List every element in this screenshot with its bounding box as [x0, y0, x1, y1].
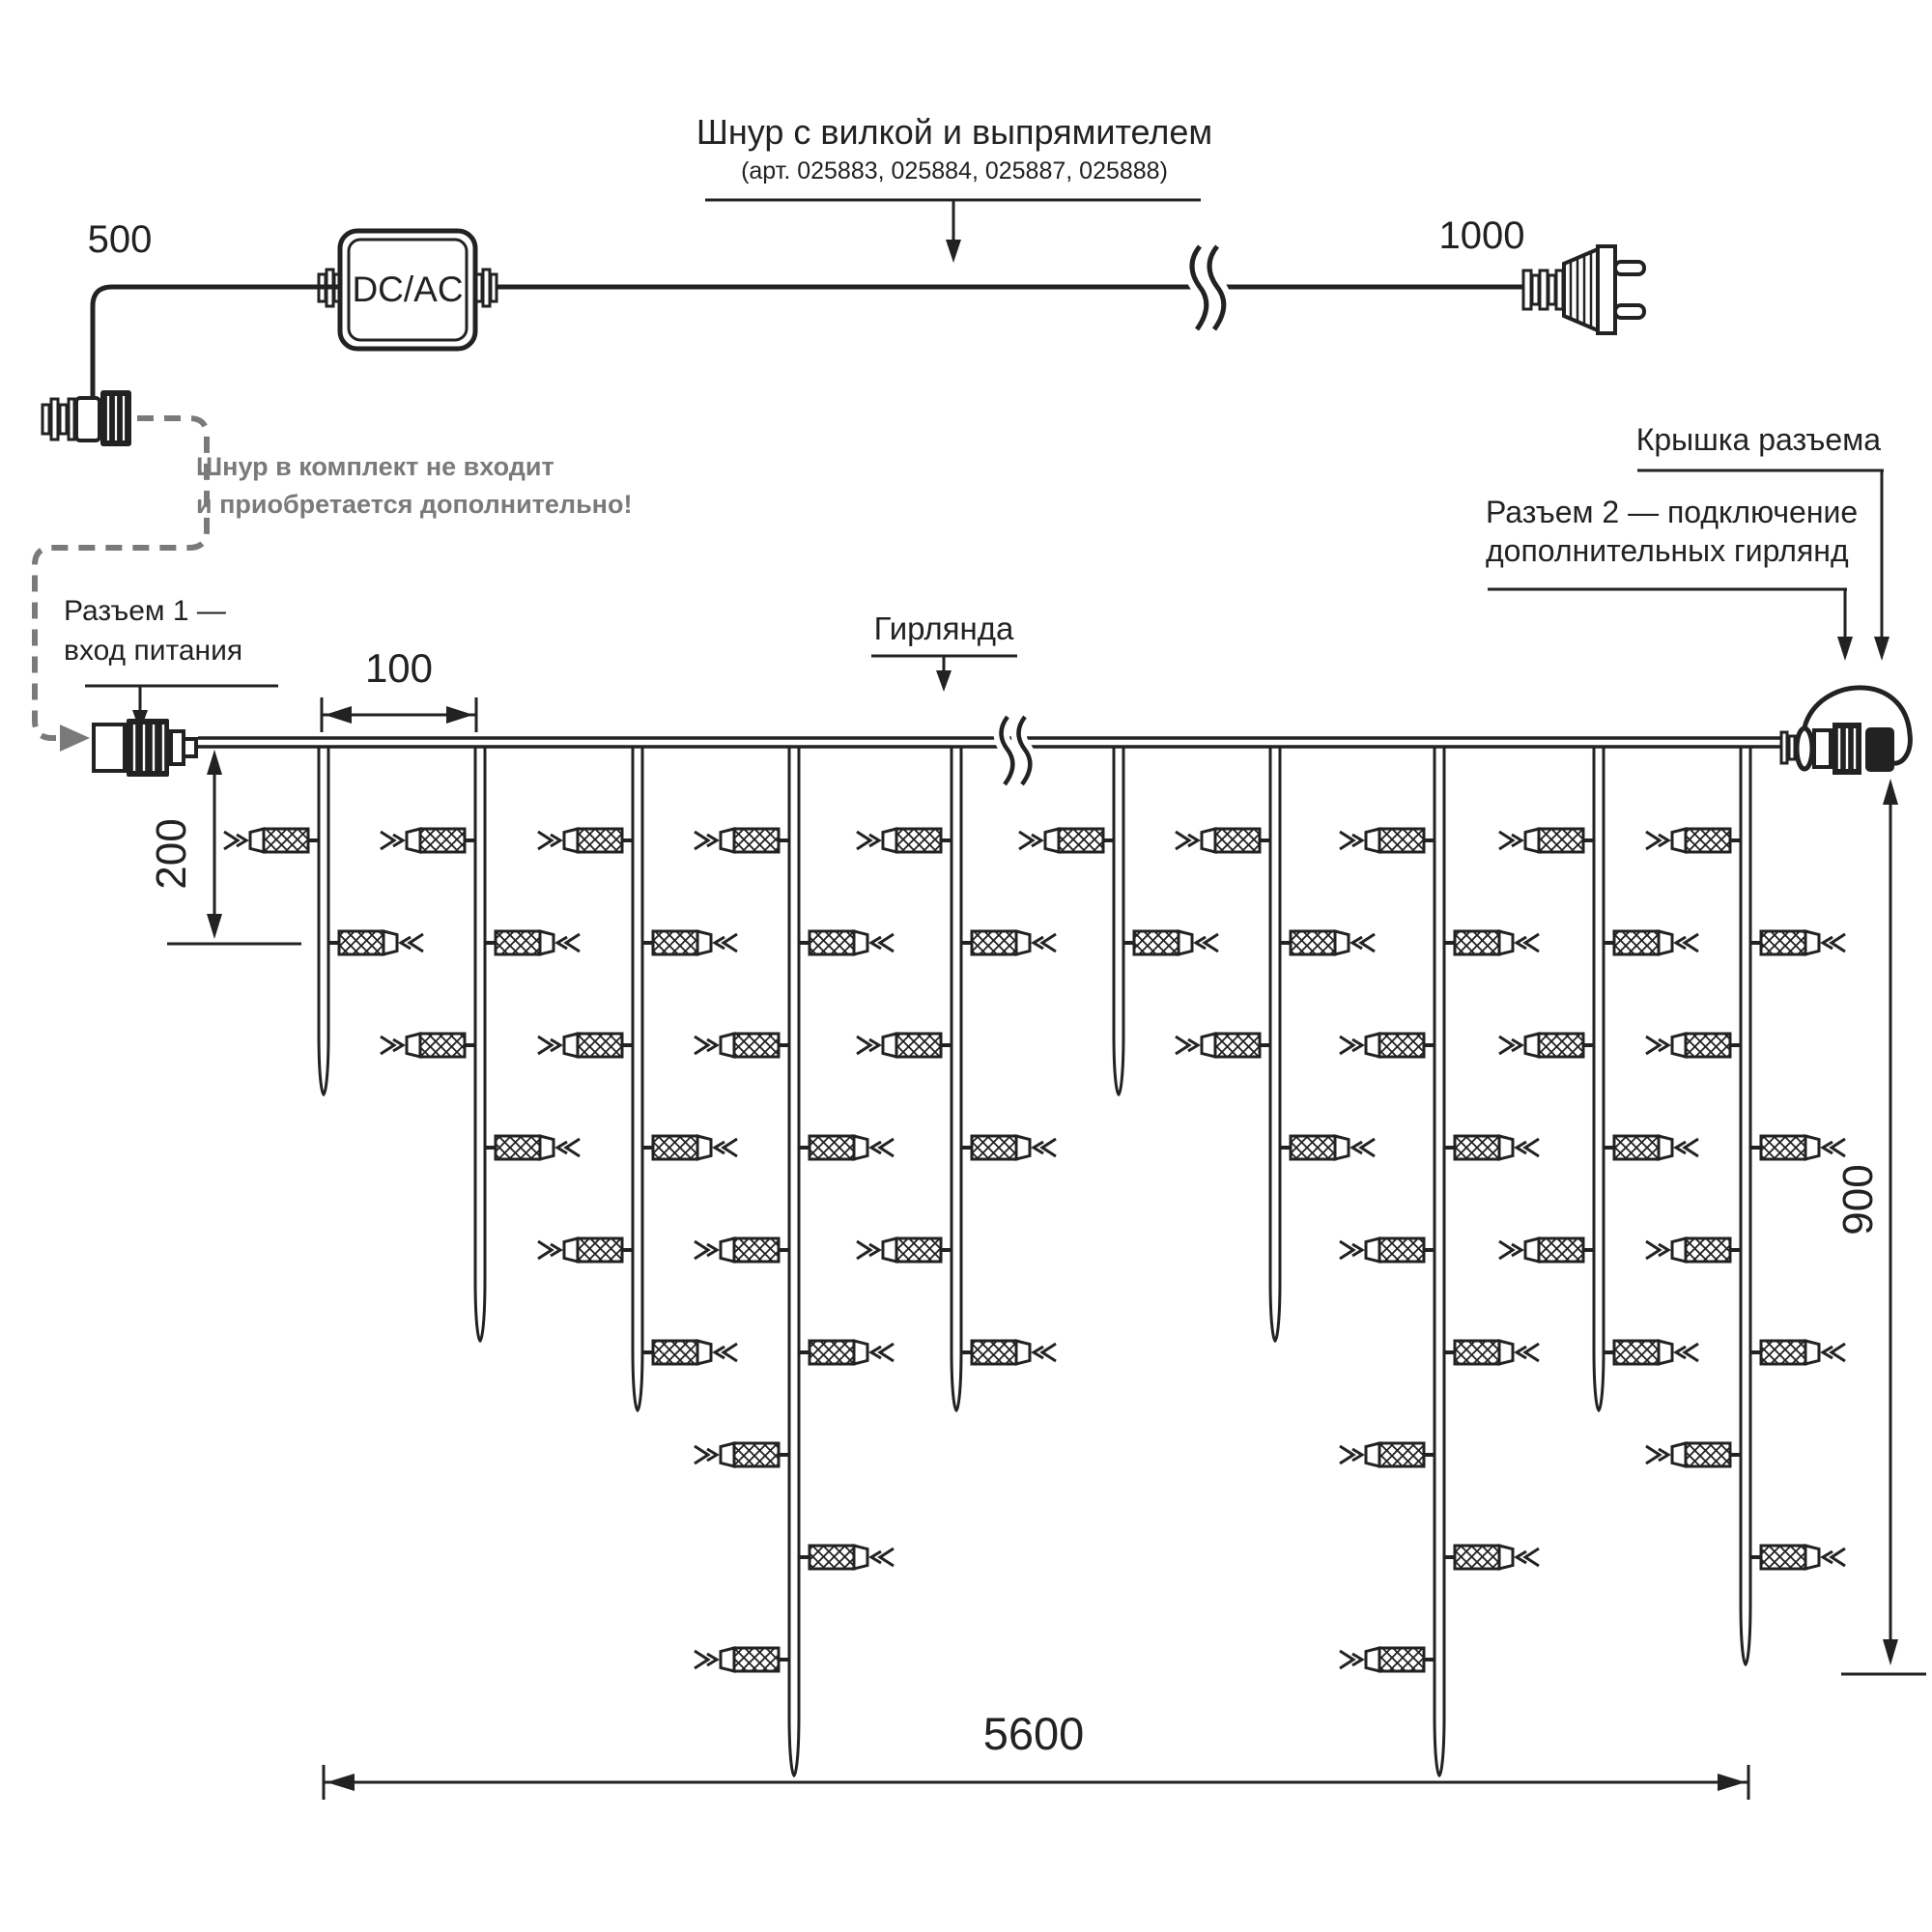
bulb-body [264, 829, 308, 852]
led-bulb [1750, 1546, 1845, 1569]
connector2-label-line2: дополнительных гирлянд [1486, 533, 1849, 568]
light-arrow-icon [1019, 832, 1033, 849]
bulb-cap [1659, 1341, 1672, 1364]
bulb-cap [1525, 1034, 1539, 1057]
led-bulb [1444, 931, 1539, 954]
bulb-cap [721, 1034, 734, 1057]
drop-tip [952, 1350, 961, 1410]
light-arrow-icon [1361, 934, 1375, 952]
light-arrow-icon [1499, 832, 1513, 849]
bulb-body [1455, 931, 1499, 954]
light-arrow-icon [410, 934, 423, 952]
light-arrow-icon [538, 1037, 552, 1054]
garland-connector-left [94, 719, 196, 777]
bulb-body [1686, 1034, 1730, 1057]
drop [224, 747, 423, 1094]
light-arrow-icon [566, 1139, 580, 1156]
led-bulb [857, 829, 952, 852]
led-bulb [1646, 1238, 1741, 1262]
drop [1340, 747, 1539, 1776]
connector1-label-line2: вход питания [64, 635, 243, 667]
bulb-body [1291, 931, 1335, 954]
light-arrow-icon [1042, 1139, 1056, 1156]
bulb-body [1215, 829, 1260, 852]
bulb-cap [854, 1136, 867, 1159]
bulb-body [1686, 1443, 1730, 1466]
bulb-body [1379, 1443, 1424, 1466]
garland-label: Гирлянда [873, 611, 1014, 646]
light-arrow-icon [857, 1241, 870, 1259]
bulb-body [1539, 1238, 1583, 1262]
bulb-cap [1366, 1034, 1379, 1057]
led-bulb [695, 1238, 789, 1262]
bulb-body [810, 1546, 854, 1569]
bulb-cap [721, 1443, 734, 1466]
wire-break-icon [1002, 717, 1031, 784]
drop-tip [789, 1715, 799, 1776]
bulb-cap [1805, 1341, 1819, 1364]
not-included-dashed-path [35, 418, 207, 752]
dim-1000-label: 1000 [1438, 214, 1525, 257]
bulb-body [1455, 1341, 1499, 1364]
bulb-cap [1659, 931, 1672, 954]
light-arrow-icon [1499, 1241, 1513, 1259]
light-arrow-icon [724, 1344, 737, 1361]
power-cord-left [93, 287, 340, 396]
bulb-cap [721, 1648, 734, 1671]
drop-tip [1114, 1034, 1123, 1094]
dim-200-label: 200 [148, 818, 195, 890]
drop-tip [1741, 1604, 1750, 1664]
light-arrow-icon [1499, 1037, 1513, 1054]
drop-tip [1270, 1280, 1280, 1341]
led-bulb [224, 829, 319, 852]
connector1-label-line1: Разъем 1 — [64, 595, 226, 627]
note-line1: Шнур в комплект не входит [196, 452, 554, 481]
dim-900-label: 900 [1834, 1164, 1882, 1236]
light-arrow-icon [1525, 1139, 1539, 1156]
light-arrow-icon [1525, 1344, 1539, 1361]
bulb-cap [1672, 1238, 1686, 1262]
dim-100 [322, 697, 476, 732]
led-bulb [857, 1034, 952, 1057]
drop-tip [475, 1280, 485, 1341]
led-bulb [1340, 1034, 1435, 1057]
light-arrow-icon [857, 832, 870, 849]
bulb-cap [697, 1136, 711, 1159]
light-arrow-icon [880, 1548, 894, 1566]
bulb-body [578, 829, 622, 852]
led-bulb [1750, 931, 1845, 954]
light-arrow-icon [1646, 1446, 1660, 1463]
bulb-cap [1805, 931, 1819, 954]
led-bulb [485, 1136, 580, 1159]
drop [695, 747, 894, 1776]
bulb-body [578, 1034, 622, 1057]
bulb-body [1761, 1341, 1805, 1364]
led-bulb [381, 829, 475, 852]
light-arrow-icon [224, 832, 238, 849]
bulb-cap [250, 829, 264, 852]
bulb-cap [407, 1034, 420, 1057]
bulb-body [1455, 1546, 1499, 1569]
bulb-body [653, 1136, 697, 1159]
led-bulb [1604, 1136, 1698, 1159]
bulb-body [1455, 1136, 1499, 1159]
bulb-body [420, 829, 465, 852]
bulb-body [1761, 931, 1805, 954]
light-arrow-icon [538, 832, 552, 849]
drop [1019, 747, 1218, 1094]
bulb-body [1291, 1136, 1335, 1159]
dashed-arrow-icon [60, 724, 90, 752]
bulb-body [1539, 829, 1583, 852]
bulb-body [972, 931, 1016, 954]
drop-tip [1594, 1350, 1604, 1410]
drop [1646, 747, 1845, 1664]
led-bulb [538, 1034, 633, 1057]
subtitle: (арт. 025883, 025884, 025887, 025888) [741, 157, 1168, 185]
led-bulb [1340, 1238, 1435, 1262]
bulb-body [653, 931, 697, 954]
drop-tip [633, 1350, 642, 1410]
light-arrow-icon [1832, 1548, 1845, 1566]
light-arrow-icon [857, 1037, 870, 1054]
light-arrow-icon [695, 1241, 708, 1259]
led-bulb [1340, 1443, 1435, 1466]
led-bulb [695, 1034, 789, 1057]
bulb-cap [883, 1034, 896, 1057]
bulb-body [1761, 1136, 1805, 1159]
led-bulb [538, 1238, 633, 1262]
bulb-cap [1525, 829, 1539, 852]
bulb-cap [697, 1341, 711, 1364]
bulb-body [810, 1341, 854, 1364]
led-bulb [642, 1136, 737, 1159]
light-arrow-icon [880, 934, 894, 952]
connector-cap [1865, 727, 1894, 772]
bulb-cap [1366, 1238, 1379, 1262]
led-bulb [695, 829, 789, 852]
bulb-cap [564, 1238, 578, 1262]
dim-5600-label: 5600 [982, 1708, 1085, 1759]
bulb-body [653, 1341, 697, 1364]
light-arrow-icon [1042, 934, 1056, 952]
light-arrow-icon [1205, 934, 1218, 952]
light-arrow-icon [1176, 832, 1189, 849]
bulb-cap [697, 931, 711, 954]
led-bulb [1176, 1034, 1270, 1057]
bulb-cap [1335, 1136, 1349, 1159]
bulb-body [496, 931, 540, 954]
led-bulb [485, 931, 580, 954]
light-arrow-icon [880, 1344, 894, 1361]
bulb-body [734, 829, 779, 852]
drop-tip [1435, 1715, 1444, 1776]
light-arrow-icon [1361, 1139, 1375, 1156]
bulb-cap [407, 829, 420, 852]
connector2-label-line1: Разъем 2 — подключение [1486, 495, 1859, 529]
bulb-body [1059, 829, 1103, 852]
bulb-body [1539, 1034, 1583, 1057]
bulb-body [734, 1443, 779, 1466]
bulb-body [1614, 1136, 1659, 1159]
bulb-body [420, 1034, 465, 1057]
bulb-body [1614, 931, 1659, 954]
light-arrow-icon [695, 1651, 708, 1668]
led-bulb [961, 1341, 1056, 1364]
light-arrow-icon [1340, 832, 1353, 849]
light-arrow-icon [538, 1241, 552, 1259]
led-bulb [1604, 931, 1698, 954]
bulb-cap [1016, 931, 1030, 954]
bulb-cap [1499, 1546, 1513, 1569]
light-arrow-icon [1340, 1651, 1353, 1668]
led-bulb [799, 1341, 894, 1364]
bulb-cap [1499, 931, 1513, 954]
bulb-cap [1016, 1136, 1030, 1159]
bulb-cap [540, 931, 554, 954]
bulb-cap [883, 1238, 896, 1262]
led-bulb [799, 931, 894, 954]
cord-break-icon [1192, 246, 1224, 329]
dim-5600 [324, 1765, 1748, 1800]
garland-label-pointer [871, 656, 1017, 692]
light-arrow-icon [880, 1139, 894, 1156]
bulb-cap [1335, 931, 1349, 954]
led-bulb [642, 931, 737, 954]
led-bulb [381, 1034, 475, 1057]
bulb-body [896, 1034, 941, 1057]
bulb-cap [1672, 1443, 1686, 1466]
light-arrow-icon [381, 1037, 394, 1054]
light-arrow-icon [1832, 934, 1845, 952]
bulb-body [896, 829, 941, 852]
led-bulb [1340, 1648, 1435, 1671]
light-arrow-icon [1832, 1344, 1845, 1361]
bulb-body [972, 1341, 1016, 1364]
bulb-body [1379, 1648, 1424, 1671]
led-bulb [1444, 1136, 1539, 1159]
led-bulb [1340, 829, 1435, 852]
bulb-cap [540, 1136, 554, 1159]
light-arrow-icon [381, 832, 394, 849]
led-bulb [695, 1443, 789, 1466]
cap-label: Крышка разъема [1635, 422, 1881, 457]
led-bulb [1750, 1341, 1845, 1364]
bulb-body [734, 1238, 779, 1262]
garland [198, 717, 1845, 1776]
light-arrow-icon [695, 1037, 708, 1054]
led-bulb [1019, 829, 1114, 852]
led-bulb [961, 931, 1056, 954]
led-bulb [1280, 931, 1375, 954]
led-bulb [1646, 1443, 1741, 1466]
bulb-cap [1499, 1136, 1513, 1159]
bulb-cap [1202, 829, 1215, 852]
led-bulb [799, 1136, 894, 1159]
bulb-body [1614, 1341, 1659, 1364]
garland-connector-right [1781, 688, 1910, 775]
bulb-cap [1045, 829, 1059, 852]
light-arrow-icon [724, 1139, 737, 1156]
light-arrow-icon [724, 934, 737, 952]
bulb-cap [1202, 1034, 1215, 1057]
bulb-body [896, 1238, 941, 1262]
light-arrow-icon [1685, 1344, 1698, 1361]
title: Шнур с вилкой и выпрямителем [696, 112, 1213, 152]
bulb-body [734, 1034, 779, 1057]
light-arrow-icon [1646, 1241, 1660, 1259]
bulb-cap [1525, 1238, 1539, 1262]
bulb-cap [721, 829, 734, 852]
led-bulb [1123, 931, 1218, 954]
led-bulb [1750, 1136, 1845, 1159]
connector2-pointer [1488, 589, 1853, 661]
light-arrow-icon [1042, 1344, 1056, 1361]
light-arrow-icon [1176, 1037, 1189, 1054]
bulb-cap [1659, 1136, 1672, 1159]
bulb-body [1379, 1034, 1424, 1057]
bulb-cap [854, 931, 867, 954]
bulb-cap [1366, 829, 1379, 852]
cord-connector [43, 390, 131, 446]
bulb-cap [854, 1546, 867, 1569]
light-arrow-icon [695, 832, 708, 849]
led-bulb [1280, 1136, 1375, 1159]
led-bulb [1499, 1034, 1594, 1057]
bulb-body [1761, 1546, 1805, 1569]
bulb-body [810, 931, 854, 954]
light-arrow-icon [566, 934, 580, 952]
bulb-body [1134, 931, 1179, 954]
light-arrow-icon [1685, 1139, 1698, 1156]
bulb-cap [1805, 1136, 1819, 1159]
led-bulb [1444, 1341, 1539, 1364]
light-arrow-icon [1685, 934, 1698, 952]
drop-tip [319, 1034, 328, 1094]
bulb-cap [1179, 931, 1192, 954]
bulb-cap [384, 931, 397, 954]
bulb-cap [564, 1034, 578, 1057]
light-arrow-icon [695, 1446, 708, 1463]
drop [1499, 747, 1698, 1410]
bulb-cap [1016, 1341, 1030, 1364]
bulb-body [1686, 1238, 1730, 1262]
bulb-body [578, 1238, 622, 1262]
led-bulb [695, 1648, 789, 1671]
led-bulb [1646, 1034, 1741, 1057]
bulb-body [339, 931, 384, 954]
bulb-cap [721, 1238, 734, 1262]
bulb-cap [1366, 1443, 1379, 1466]
bulb-body [496, 1136, 540, 1159]
led-bulb [857, 1238, 952, 1262]
bulb-body [1686, 829, 1730, 852]
bulb-cap [1805, 1546, 1819, 1569]
bulb-body [1215, 1034, 1260, 1057]
led-bulb [1176, 829, 1270, 852]
bulb-cap [1499, 1341, 1513, 1364]
light-arrow-icon [1646, 832, 1660, 849]
led-bulb [538, 829, 633, 852]
led-bulb [1444, 1546, 1539, 1569]
bulb-body [1379, 829, 1424, 852]
led-bulb [328, 931, 423, 954]
light-arrow-icon [1525, 1548, 1539, 1566]
bulb-cap [854, 1341, 867, 1364]
bulb-cap [1672, 1034, 1686, 1057]
led-bulb [642, 1341, 737, 1364]
bulb-cap [1366, 1648, 1379, 1671]
bulb-body [972, 1136, 1016, 1159]
light-arrow-icon [1525, 934, 1539, 952]
bulb-body [1379, 1238, 1424, 1262]
dim-100-label: 100 [364, 645, 434, 691]
bulb-cap [564, 829, 578, 852]
bulb-body [734, 1648, 779, 1671]
bulb-cap [1672, 829, 1686, 852]
light-arrow-icon [1340, 1037, 1353, 1054]
mains-plug [1523, 246, 1644, 333]
led-bulb [799, 1546, 894, 1569]
led-bulb [1499, 1238, 1594, 1262]
led-bulb [961, 1136, 1056, 1159]
light-arrow-icon [1340, 1446, 1353, 1463]
dcac-label: DC/AC [352, 270, 464, 309]
title-pointer [705, 200, 1201, 263]
note-line2: и приобретается дополнительно! [196, 490, 633, 519]
light-arrow-icon [1646, 1037, 1660, 1054]
dim-500-label: 500 [87, 218, 153, 261]
led-bulb [1499, 829, 1594, 852]
led-bulb [1646, 829, 1741, 852]
light-arrow-icon [1340, 1241, 1353, 1259]
led-bulb [1604, 1341, 1698, 1364]
bulb-cap [883, 829, 896, 852]
bulb-body [810, 1136, 854, 1159]
